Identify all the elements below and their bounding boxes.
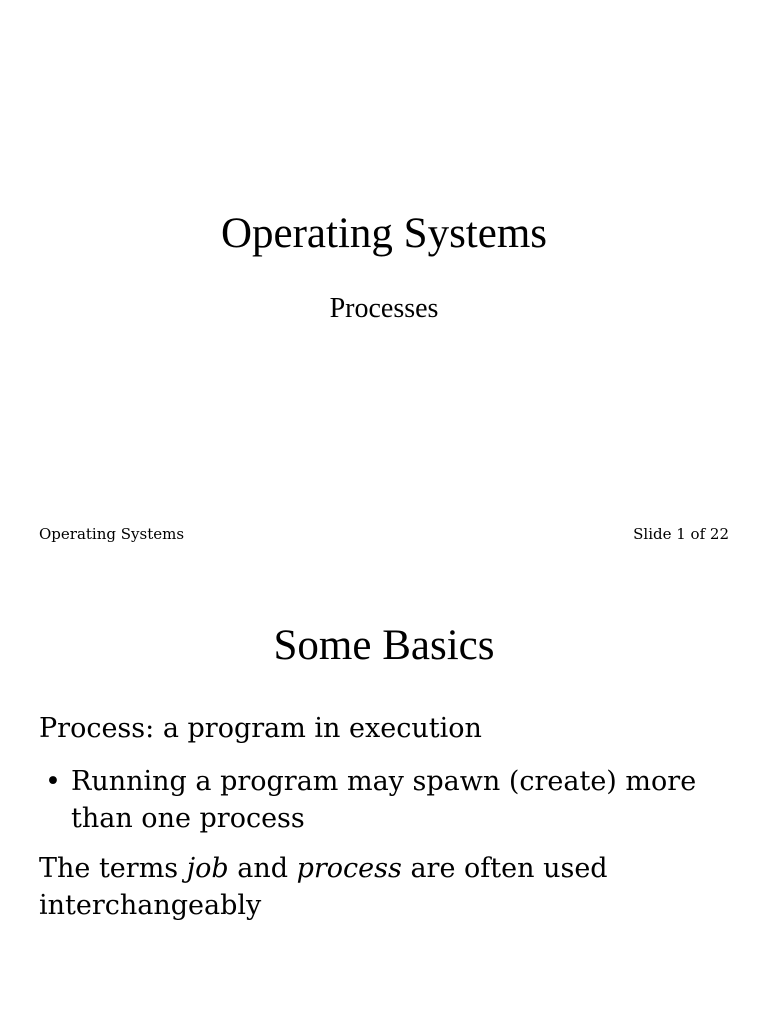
bullet-dot-icon: • xyxy=(45,766,61,797)
emphasis-process: process xyxy=(296,853,402,884)
slide-title: Operating Systems xyxy=(220,210,548,257)
emphasis-job: job xyxy=(186,853,229,884)
text-run: and xyxy=(228,853,297,884)
text-run: are often used interchangeably xyxy=(39,853,608,921)
body-paragraph xyxy=(39,850,739,924)
bullet-text: Running a program may spawn (create) more than one process xyxy=(71,766,697,834)
slide-footer xyxy=(39,523,729,545)
text-run: The terms xyxy=(39,853,187,884)
footer-course-title: Operating Systems xyxy=(39,525,185,543)
slide-title: Some Basics xyxy=(273,622,495,669)
body-paragraph: Process: a program in execution xyxy=(39,713,482,744)
slide-subtitle: Processes xyxy=(329,293,439,324)
footer-slide-number: Slide 1 of 22 xyxy=(633,525,729,543)
slide-2 xyxy=(0,560,768,1024)
